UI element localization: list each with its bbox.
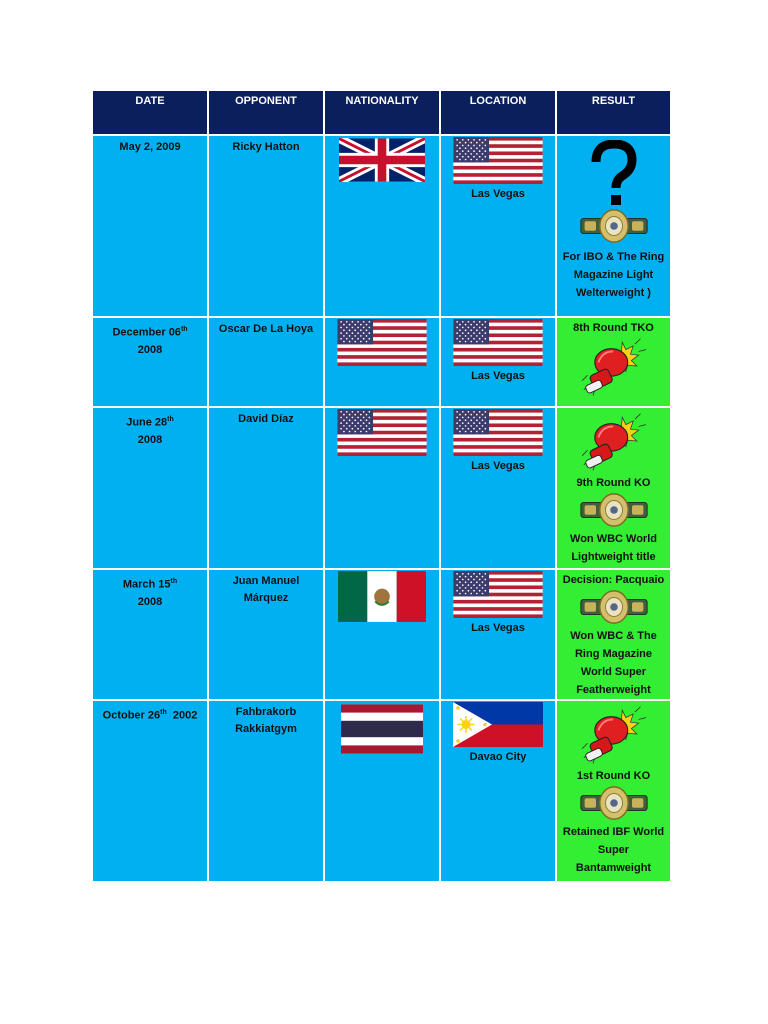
table-row — [92, 317, 671, 407]
championship-belt-icon — [578, 785, 650, 821]
usa-flag-icon — [453, 409, 543, 456]
result-line: 9th Round KO — [576, 477, 651, 489]
date-main: March 15 — [122, 578, 171, 591]
boxing-glove-icon — [582, 703, 646, 767]
boxing-glove-icon — [582, 410, 646, 474]
usa-flag-icon — [453, 137, 543, 184]
date-year: 2008 — [137, 433, 163, 446]
location-name: Las Vegas — [471, 370, 525, 382]
boxing-glove-icon — [582, 337, 646, 397]
result-line: 8th Round TKO — [573, 322, 654, 334]
result-line: Decision: Pacquaio — [562, 574, 665, 586]
header-nationality: NATIONALITY — [324, 90, 440, 135]
location-cell — [440, 135, 556, 317]
usa-flag-icon — [453, 571, 543, 618]
date-text: May 2, 2009 — [119, 141, 181, 153]
header-result: RESULT — [556, 90, 671, 135]
date-cell — [92, 317, 208, 407]
date-cell — [92, 407, 208, 569]
date-year: 2002 — [172, 709, 198, 722]
result-cell — [556, 569, 671, 700]
date-text — [93, 704, 207, 725]
date-year: 2008 — [137, 343, 163, 356]
nationality-cell — [324, 317, 440, 407]
fight-record-table — [91, 89, 672, 883]
opponent-cell — [208, 135, 324, 317]
location-cell — [440, 407, 556, 569]
date-text — [93, 573, 207, 611]
location-name: Las Vegas — [471, 188, 525, 200]
uk-flag-icon — [339, 138, 425, 182]
championship-belt-icon — [578, 208, 650, 244]
opponent-name: Oscar De La Hoya — [218, 323, 314, 335]
opponent-cell — [208, 700, 324, 882]
result-cell — [556, 407, 671, 569]
championship-belt-icon — [578, 589, 650, 625]
table-header-row — [92, 90, 671, 135]
result-line: For IBO & The Ring Magazine Light Welterweight ) — [562, 251, 665, 299]
date-cell — [92, 135, 208, 317]
result-cell — [556, 135, 671, 317]
date-main: October 26 — [102, 709, 161, 722]
location-cell — [440, 700, 556, 882]
opponent-name: Fahbrakorb Rakkiatgym — [235, 706, 297, 735]
usa-flag-icon — [337, 409, 427, 456]
date-text — [93, 411, 207, 449]
location-name: Las Vegas — [471, 460, 525, 472]
thailand-flag-icon — [341, 702, 423, 756]
date-main: June 28 — [126, 416, 168, 429]
date-text — [93, 321, 207, 359]
header-date: DATE — [92, 90, 208, 135]
result-line: Retained IBF World Super Bantamweight — [562, 826, 665, 874]
usa-flag-icon — [453, 319, 543, 366]
result-line: 1st Round KO — [576, 770, 651, 782]
opponent-name: Ricky Hatton — [232, 141, 300, 153]
date-suffix: th — [170, 578, 178, 585]
date-year: 2008 — [137, 595, 163, 608]
location-name: Las Vegas — [471, 622, 525, 634]
location-name: Davao City — [469, 751, 527, 763]
opponent-cell — [208, 317, 324, 407]
nationality-cell — [324, 700, 440, 882]
date-cell — [92, 569, 208, 700]
date-cell — [92, 700, 208, 882]
opponent-name: David Díaz — [238, 413, 294, 425]
result-cell — [556, 700, 671, 882]
nationality-cell — [324, 407, 440, 569]
table-row — [92, 135, 671, 317]
question-mark-icon — [584, 140, 644, 208]
date-main: December 06 — [112, 326, 181, 339]
nationality-cell — [324, 135, 440, 317]
header-location: LOCATION — [440, 90, 556, 135]
location-cell — [440, 317, 556, 407]
opponent-name: Juan Manuel Márquez — [232, 575, 300, 604]
championship-belt-icon — [578, 492, 650, 528]
philippines-flag-icon — [453, 702, 543, 747]
result-line: Won WBC World Lightweight title — [570, 533, 657, 563]
opponent-cell — [208, 407, 324, 569]
table-row — [92, 569, 671, 700]
nationality-cell — [324, 569, 440, 700]
result-cell — [556, 317, 671, 407]
opponent-cell — [208, 569, 324, 700]
date-suffix: th — [160, 709, 167, 716]
date-suffix: th — [167, 416, 174, 423]
result-line: Won WBC & The Ring Magazine World Super Featherweight — [570, 630, 657, 696]
table-row — [92, 700, 671, 882]
date-suffix: th — [180, 326, 188, 333]
mexico-flag-icon — [338, 571, 426, 622]
usa-flag-icon — [337, 319, 427, 366]
header-opponent: OPPONENT — [208, 90, 324, 135]
table-row — [92, 407, 671, 569]
location-cell — [440, 569, 556, 700]
